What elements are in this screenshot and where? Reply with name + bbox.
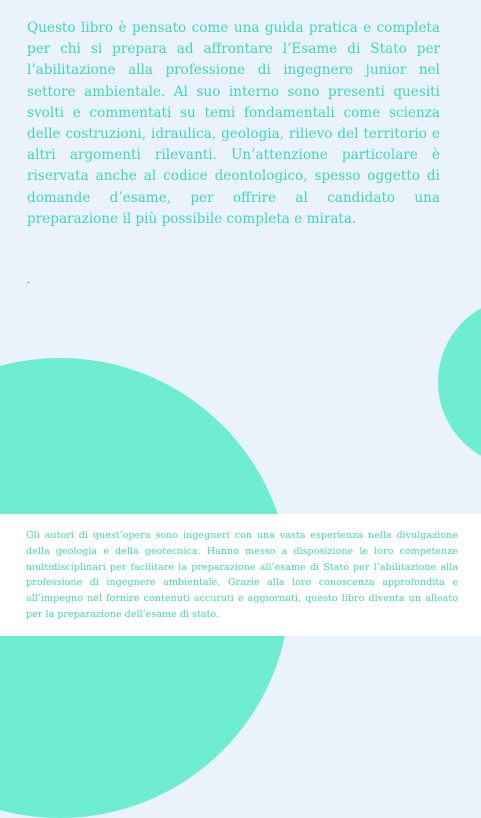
red-dot-mark: . bbox=[27, 276, 30, 286]
authors-panel bbox=[0, 514, 481, 636]
authors-description: Gli autori di quest’opera sono ingegneri con una vasta esperienza nella divulgazione della geologia e della geotecnica. Hanno messo a disposizione le loro competenze multidisciplinari per facilitare la preparazione all’esame di Stato per l’abilitazione alla professione di ingegnere ambientale. Grazie alla loro conoscenza approfondita e all’impegno nel fornire contenuti accurati e aggiornati, questo libro diventa un alleato per la preparazione dell’esame di stato. bbox=[26, 530, 458, 620]
book-description: Questo libro è pensato come una guida pratica e completa per chi si prepara ad affrontare l’Esame di Stato per l’abilitazione alla professione di ingegnere junior nel settore ambientale. Al suo interno sono presenti quesiti svolti e commentati su temi fondamentali come scienza delle costruzioni, idraulica, geologia, rilievo del territorio e altri argomenti rilevanti. Un’attenzione particolare è riservata anche al codice deontologico, spesso oggetto di domande d’esame, per offrire al candidato una preparazione il più possibile completa e mirata. bbox=[27, 20, 440, 227]
decorative-circle-right bbox=[438, 297, 481, 467]
